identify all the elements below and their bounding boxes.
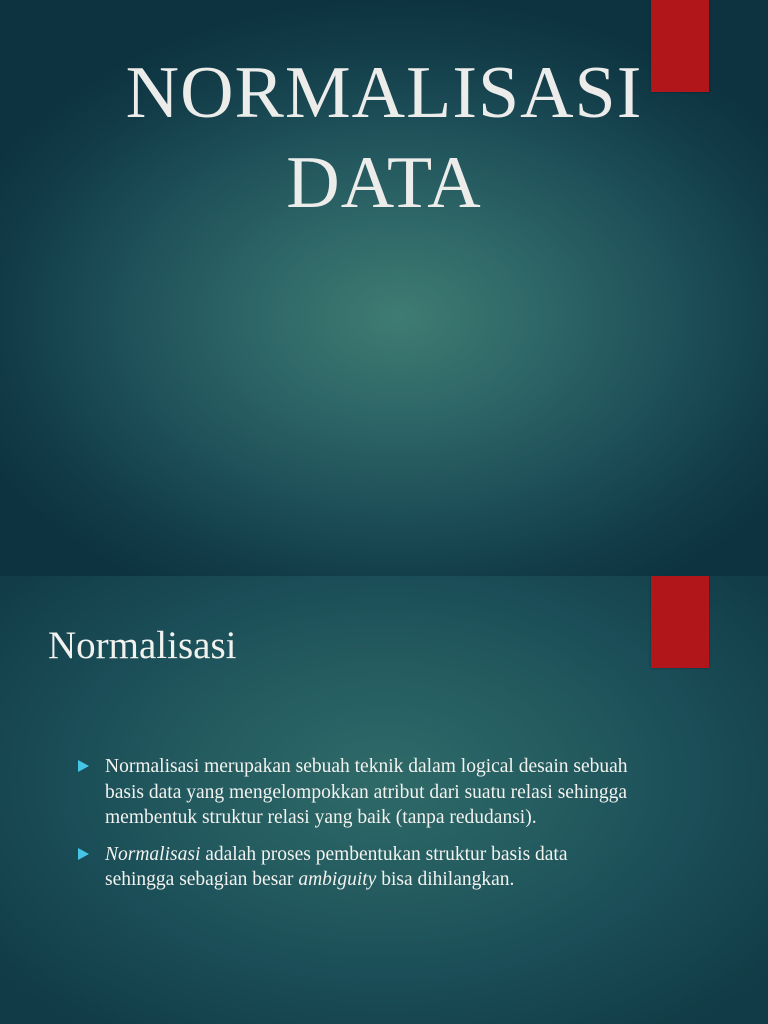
content-slide (0, 576, 768, 1024)
bullet-text: Normalisasi merupakan sebuah teknik dalam logical desain sebuah basis data yang mengelompokkan atribut dari suatu relasi sehingga membentuk struktur relasi yang baik (tanpa redudansi). (105, 756, 628, 828)
bullet-list (78, 754, 638, 904)
bullet-text-part: bisa dihilangkan. (376, 869, 515, 890)
bullet-text-part: adalah proses pembentukan struktur basis data sehingga sebagian besar (105, 843, 568, 890)
bullet-term: Normalisasi (105, 843, 201, 865)
red-accent-bar (651, 576, 709, 668)
bullet-item (78, 754, 638, 831)
slide-heading: Normalisasi (48, 624, 237, 667)
triangle-right-icon (78, 760, 89, 772)
triangle-right-icon (78, 848, 89, 860)
bullet-text (105, 844, 568, 891)
bullet-item (78, 842, 638, 893)
bullet-term: ambiguity (298, 869, 377, 890)
title-line-2: DATA (286, 142, 482, 224)
slide-title (0, 48, 768, 228)
title-line-1: NORMALISASI (125, 52, 643, 134)
